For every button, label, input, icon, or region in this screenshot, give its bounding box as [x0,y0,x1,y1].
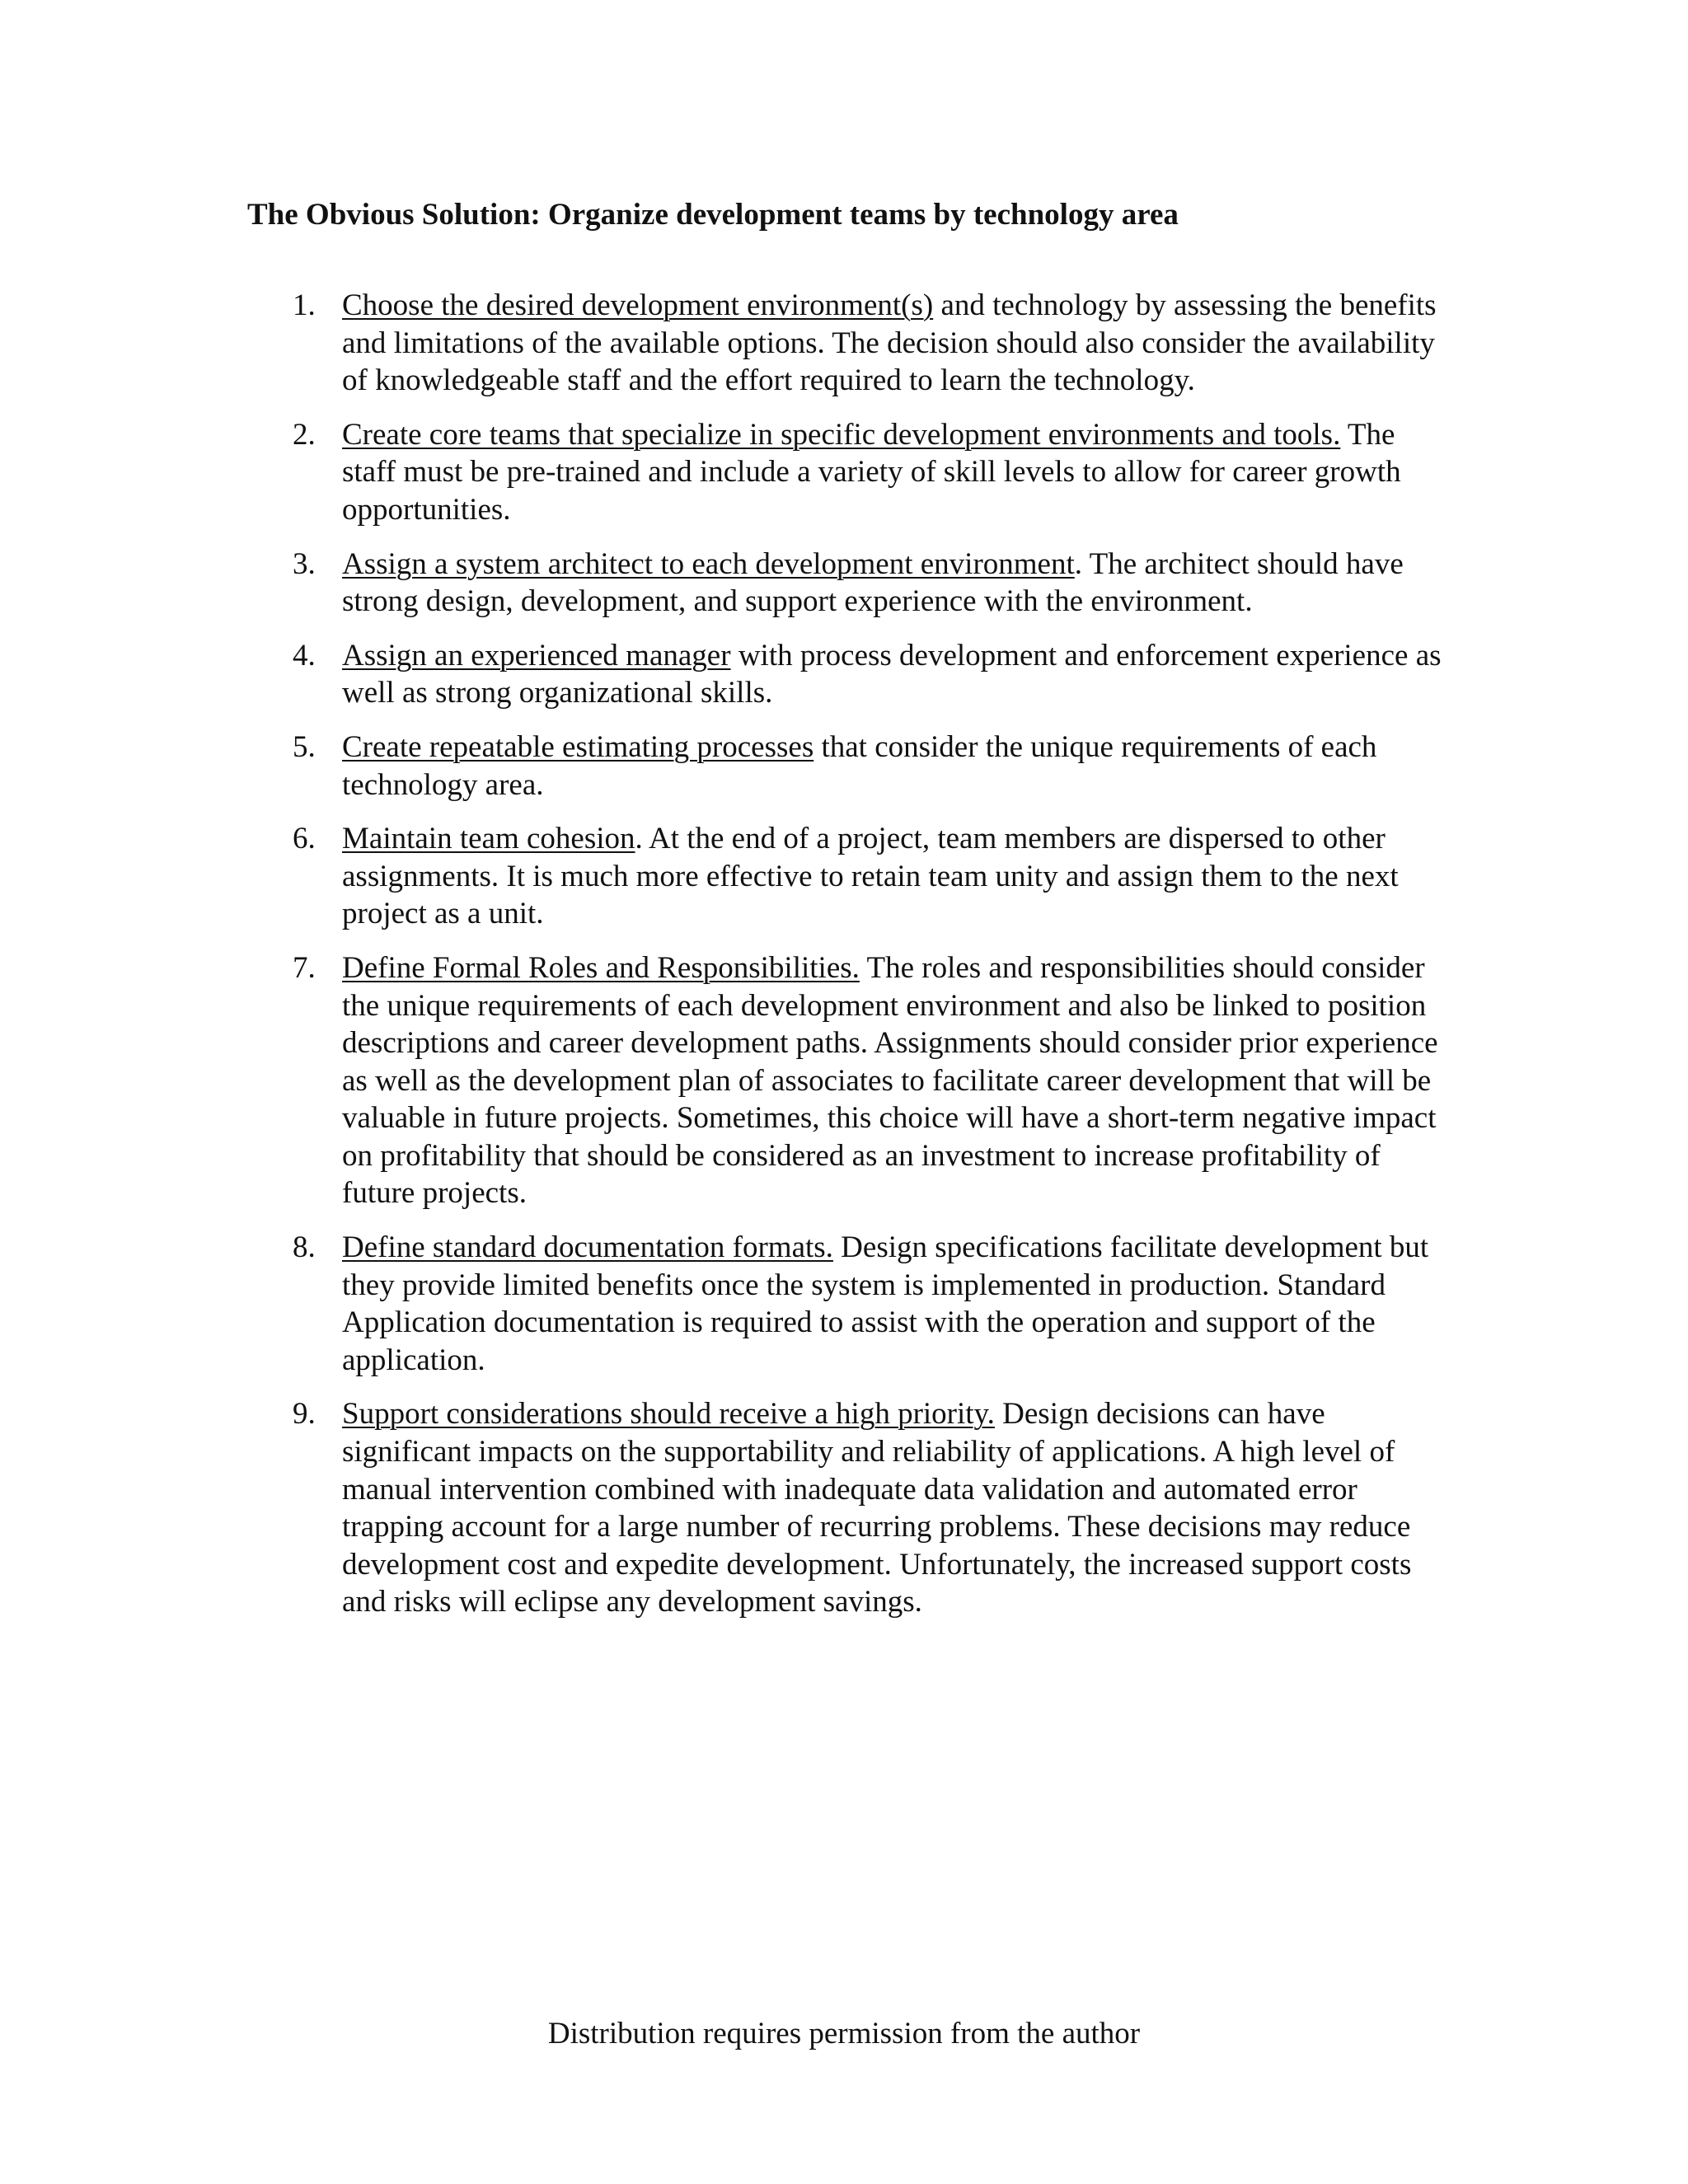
list-item-text: Design decisions can have significant impacts on the supportability and reliability of applications. A high level of manual intervention combined with inadequate data validation and automated error trapping account for a large number of recurring problems. These decisions may reduce development cost and expedite development. Unfortunately, the increased support costs and risks will eclipse any development savings. [342,1397,1412,1619]
list-item-text: . The architect should have strong design, development, and support experience with the environment. [342,546,1404,619]
list-item-lead: Create repeatable estimating processes [342,729,814,764]
list-item-text: . At the end of a project, team members are dispersed to other assignments. It is much more effective to retain team unity and assign them to the next project as a unit. [342,822,1399,931]
list-item [293,820,1455,933]
list-item-text: The roles and responsibilities should consider the unique requirements of each development environment and also be linked to position descriptions and career development paths. Assignments should consider prior experience as well as the development plan of associates to facilitate career development that will be valuable in future projects. Sometimes, this choice will have a short-term negative impact on profitability that should be considered as an investment to increase profitability of future projects. [342,950,1438,1211]
list-item-number: 1. [293,288,316,322]
list-item-number: 3. [293,546,316,581]
list-item [293,546,1455,621]
list-item [293,416,1455,529]
recommendations-list [293,287,1455,1638]
list-item-number: 7. [293,950,316,985]
list-item-number: 8. [293,1230,316,1265]
page-footer: Distribution requires permission from the author [547,2017,1141,2050]
list-item-lead: Define standard documentation formats. [342,1230,833,1265]
list-item [293,637,1455,712]
list-item-text: with process development and enforcement experience as well as strong organizational skills. [342,638,1442,710]
list-item-lead: Choose the desired development environment(s) [342,288,934,322]
list-item [293,1395,1455,1621]
list-item-number: 4. [293,638,316,673]
list-item-lead: Maintain team cohesion [342,822,635,856]
list-item-lead: Assign a system architect to each development environment [342,546,1075,581]
list-item-text: The staff must be pre-trained and include a variety of skill levels to allow for career growth opportunities. [342,417,1401,527]
list-item [293,729,1455,804]
document-title: The Obvious Solution: Organize development teams by technology area [247,198,1179,232]
list-item-text: and technology by assessing the benefits and limitations of the available options. The decision should also consider the availability of knowledgeable staff and the effort required to learn the technology. [342,288,1437,398]
list-item [293,949,1455,1212]
list-item-text: Design specifications facilitate development but they provide limited benefits once the system is implemented in production. Standard Application documentation is required to assist with the operation and support of the application. [342,1230,1429,1377]
list-item-text: that consider the unique requirements of each technology area. [342,729,1377,802]
list-item [293,287,1455,400]
list-item-number: 2. [293,417,316,452]
list-item-lead: Support considerations should receive a high priority. [342,1397,995,1432]
list-item-lead: Create core teams that specialize in specific development environments and tools. [342,417,1341,452]
list-item-lead: Define Formal Roles and Responsibilities. [342,950,860,985]
list-item-number: 6. [293,822,316,856]
list-item-number: 5. [293,729,316,764]
list-item-number: 9. [293,1397,316,1432]
list-item-lead: Assign an experienced manager [342,638,731,673]
list-item [293,1229,1455,1379]
